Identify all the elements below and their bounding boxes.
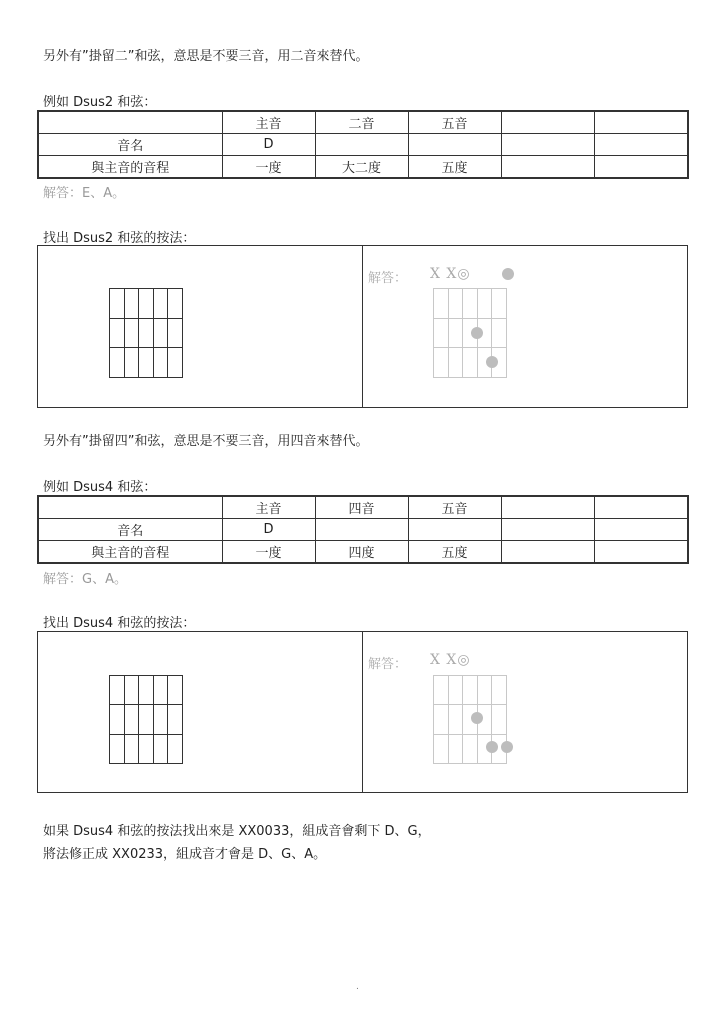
table-cell	[594, 134, 688, 156]
table-cell: D	[222, 134, 315, 156]
table-cell	[501, 111, 594, 134]
table-cell	[501, 134, 594, 156]
fretboard-fret	[433, 318, 507, 319]
fretboard-fret	[109, 704, 183, 705]
fretboard-string	[153, 288, 154, 378]
fretboard-fret	[109, 288, 183, 289]
footer-line-1: 如果 Dsus4 和弦的按法找出來是 XX0033，組成音會剩下 D、G，	[43, 824, 431, 839]
fretboard-string	[433, 675, 434, 764]
sus2-interval-table	[37, 110, 689, 179]
sus4-example-heading: 例如 Dsus4 和弦：	[43, 480, 157, 495]
string-marks: X X◎	[430, 652, 471, 668]
fretboard-fret	[109, 377, 183, 378]
fretboard-string	[124, 675, 125, 764]
fretboard-fret	[433, 704, 507, 705]
table-cell: 五音	[408, 496, 501, 519]
fretboard-string	[448, 675, 449, 764]
sus2-example-heading: 例如 Dsus2 和弦：	[43, 95, 157, 110]
table-row	[38, 134, 688, 156]
table-cell: D	[222, 519, 315, 541]
fretboard-string	[167, 288, 168, 378]
fretboard-string	[462, 288, 463, 378]
sus4-interval-table	[37, 495, 689, 564]
table-cell: 二音	[315, 111, 408, 134]
chord-answer-label: 解答：	[368, 657, 408, 672]
fretboard-string	[109, 675, 110, 764]
table-cell	[315, 134, 408, 156]
table-cell	[315, 519, 408, 541]
chord-answer-label: 解答：	[368, 271, 408, 286]
fretboard-fret	[433, 734, 507, 735]
string-marks: X X◎	[430, 266, 471, 282]
finger-dot	[471, 712, 483, 724]
fretboard-string	[153, 675, 154, 764]
fretboard-string	[124, 288, 125, 378]
fretboard-string	[138, 288, 139, 378]
fretboard-string	[506, 288, 507, 378]
page-dot: .	[356, 982, 359, 992]
footer-line-2: 將法修正成 XX0233，組成音才會是 D、G、A。	[43, 847, 327, 862]
table-cell	[594, 541, 688, 564]
table-cell	[501, 156, 594, 179]
fretboard-fret	[433, 288, 507, 289]
table-cell: 音名	[38, 519, 222, 541]
sus2-find-heading: 找出 Dsus2 和弦的按法：	[43, 231, 196, 246]
sus4-answer: 解答：G、A。	[43, 572, 127, 587]
fretboard-fret	[109, 347, 183, 348]
fretboard-string	[109, 288, 110, 378]
fretboard-string	[448, 288, 449, 378]
table-cell	[38, 496, 222, 519]
table-cell: 五度	[408, 541, 501, 564]
table-cell	[408, 519, 501, 541]
table-cell	[501, 519, 594, 541]
table-cell: 五度	[408, 156, 501, 179]
table-cell: 一度	[222, 541, 315, 564]
fretboard-string	[167, 675, 168, 764]
fretboard-string	[138, 675, 139, 764]
finger-dot	[501, 741, 513, 753]
table-cell: 與主音的音程	[38, 156, 222, 179]
extra-string-dot	[502, 268, 514, 280]
fretboard-fret	[433, 675, 507, 676]
table-cell: 音名	[38, 134, 222, 156]
fretboard-fret	[109, 734, 183, 735]
table-header-row	[38, 496, 688, 519]
table-cell: 五音	[408, 111, 501, 134]
table-header-row	[38, 111, 688, 134]
blank-fretboard	[109, 675, 183, 764]
chord-box-divider	[362, 631, 363, 792]
table-cell	[38, 111, 222, 134]
table-cell	[594, 111, 688, 134]
sus2-intro: 另外有”掛留二”和弦，意思是不要三音，用二音來替代。	[43, 49, 369, 64]
fretboard-string	[182, 288, 183, 378]
table-cell	[408, 134, 501, 156]
table-row	[38, 156, 688, 179]
table-row	[38, 519, 688, 541]
table-cell: 一度	[222, 156, 315, 179]
fretboard-string	[462, 675, 463, 764]
table-cell: 與主音的音程	[38, 541, 222, 564]
table-cell: 主音	[222, 496, 315, 519]
fretboard-fret	[433, 377, 507, 378]
fretboard-fret	[109, 675, 183, 676]
fretboard-fret	[109, 318, 183, 319]
sus4-find-heading: 找出 Dsus4 和弦的按法：	[43, 616, 196, 631]
table-cell: 大二度	[315, 156, 408, 179]
fretboard-string	[433, 288, 434, 378]
finger-dot	[486, 741, 498, 753]
table-cell	[501, 541, 594, 564]
fretboard-fret	[433, 347, 507, 348]
table-row	[38, 541, 688, 564]
fretboard-fret	[433, 763, 507, 764]
sus2-answer: 解答：E、A。	[43, 186, 126, 201]
table-cell	[594, 519, 688, 541]
finger-dot	[471, 327, 483, 339]
finger-dot	[486, 356, 498, 368]
table-cell	[594, 496, 688, 519]
table-cell	[501, 496, 594, 519]
fretboard-string	[182, 675, 183, 764]
chord-box-divider	[362, 245, 363, 407]
table-cell: 主音	[222, 111, 315, 134]
table-cell: 四音	[315, 496, 408, 519]
fretboard-fret	[109, 763, 183, 764]
table-cell	[594, 156, 688, 179]
table-cell: 四度	[315, 541, 408, 564]
sus4-intro: 另外有”掛留四”和弦，意思是不要三音，用四音來替代。	[43, 434, 369, 449]
blank-fretboard	[109, 288, 183, 378]
